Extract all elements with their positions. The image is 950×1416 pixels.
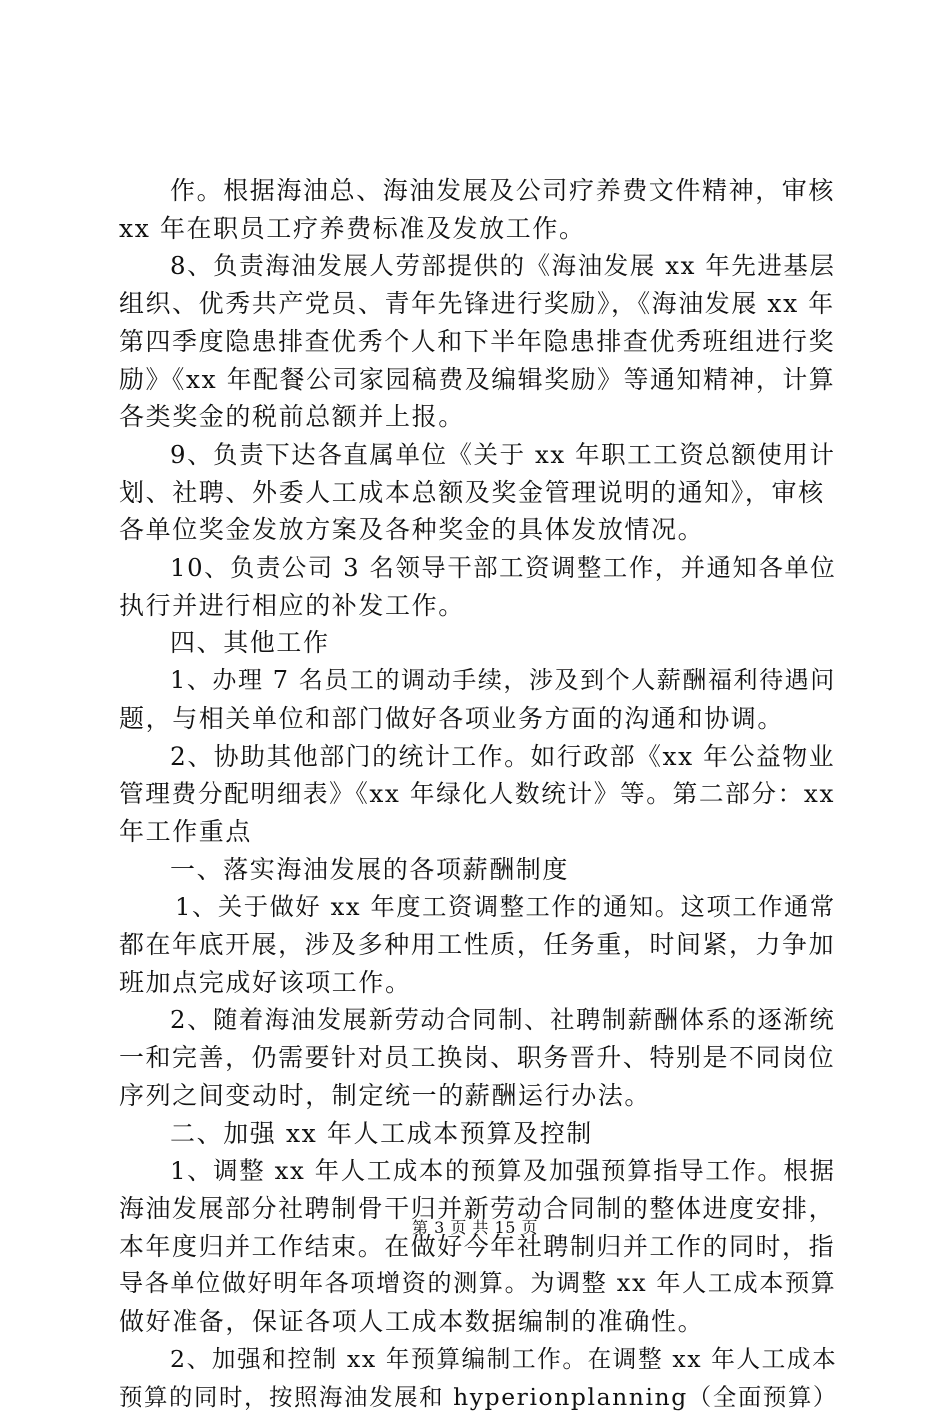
text-line: 划、社聘、外委人工成本总额及奖金管理说明的通知》，审核 bbox=[119, 474, 835, 512]
text-line: 1、调整 xx 年人工成本的预算及加强预算指导工作。根据 bbox=[119, 1152, 835, 1190]
text-line: 导各单位做好明年各项增资的测算。为调整 xx 年人工成本预算 bbox=[119, 1265, 835, 1303]
text-line: 2、协助其他部门的统计工作。如行政部《xx 年公益物业 bbox=[119, 738, 835, 776]
text-line: 2、加强和控制 xx 年预算编制工作。在调整 xx 年人工成本 bbox=[119, 1341, 835, 1379]
text-line: 2、随着海油发展新劳动合同制、社聘制薪酬体系的逐渐统 bbox=[119, 1001, 835, 1039]
text-line: 组织、优秀共产党员、青年先锋进行奖励》，《海油发展 xx 年 bbox=[119, 285, 835, 323]
text-line: 本年度归并工作结束。在做好今年社聘制归并工作的同时，指 bbox=[119, 1228, 835, 1266]
text-line: 10、负责公司 3 名领导干部工资调整工作，并通知各单位 bbox=[119, 549, 835, 587]
text-line: 各单位奖金发放方案及各种奖金的具体发放情况。 bbox=[119, 511, 835, 549]
section-heading: 二、加强 xx 年人工成本预算及控制 bbox=[119, 1115, 835, 1153]
text-line: 各类奖金的税前总额并上报。 bbox=[119, 398, 835, 436]
section-heading: 一、落实海油发展的各项薪酬制度 bbox=[119, 851, 835, 889]
text-line: 9、负责下达各直属单位《关于 xx 年职工工资总额使用计 bbox=[119, 436, 835, 474]
text-line: 一和完善，仍需要针对员工换岗、职务晋升、特别是不同岗位 bbox=[119, 1039, 835, 1077]
text-line: 第四季度隐患排查优秀个人和下半年隐患排查优秀班组进行奖 bbox=[119, 323, 835, 361]
text-line: 年工作重点 bbox=[119, 813, 835, 851]
text-line: 作。根据海油总、海油发展及公司疗养费文件精神，审核 bbox=[119, 172, 835, 210]
text-line: 8、负责海油发展人劳部提供的《海油发展 xx 年先进基层 bbox=[119, 247, 835, 285]
text-line: 做好准备，保证各项人工成本数据编制的准确性。 bbox=[119, 1303, 835, 1341]
text-line: 1、关于做好 xx 年度工资调整工作的通知。这项工作通常 bbox=[119, 888, 835, 926]
text-line: 管理费分配明细表》《xx 年绿化人数统计》等。第二部分：xx bbox=[119, 775, 835, 813]
text-line: 1、办理 7 名员工的调动手续，涉及到个人薪酬福利待遇问 bbox=[119, 662, 835, 700]
section-heading: 四、其他工作 bbox=[119, 624, 835, 662]
text-line: 序列之间变动时，制定统一的薪酬运行办法。 bbox=[119, 1077, 835, 1115]
text-line: 预算的同时，按照海油发展和 hyperionplanning（全面预算） bbox=[119, 1379, 835, 1416]
text-line: 海油发展部分社聘制骨干归并新劳动合同制的整体进度安排， bbox=[119, 1190, 835, 1228]
text-line: 执行并进行相应的补发工作。 bbox=[119, 587, 835, 625]
text-line: 班加点完成好该项工作。 bbox=[119, 964, 835, 1002]
text-line: xx 年在职员工疗养费标准及发放工作。 bbox=[119, 210, 835, 248]
text-line: 题，与相关单位和部门做好各项业务方面的沟通和协调。 bbox=[119, 700, 835, 738]
page-number-footer: 第 3 页 共 15 页 bbox=[0, 1218, 950, 1238]
text-line: 励》《xx 年配餐公司家园稿费及编辑奖励》等通知精神，计算 bbox=[119, 361, 835, 399]
text-line: 都在年底开展，涉及多种用工性质，任务重，时间紧，力争加 bbox=[119, 926, 835, 964]
